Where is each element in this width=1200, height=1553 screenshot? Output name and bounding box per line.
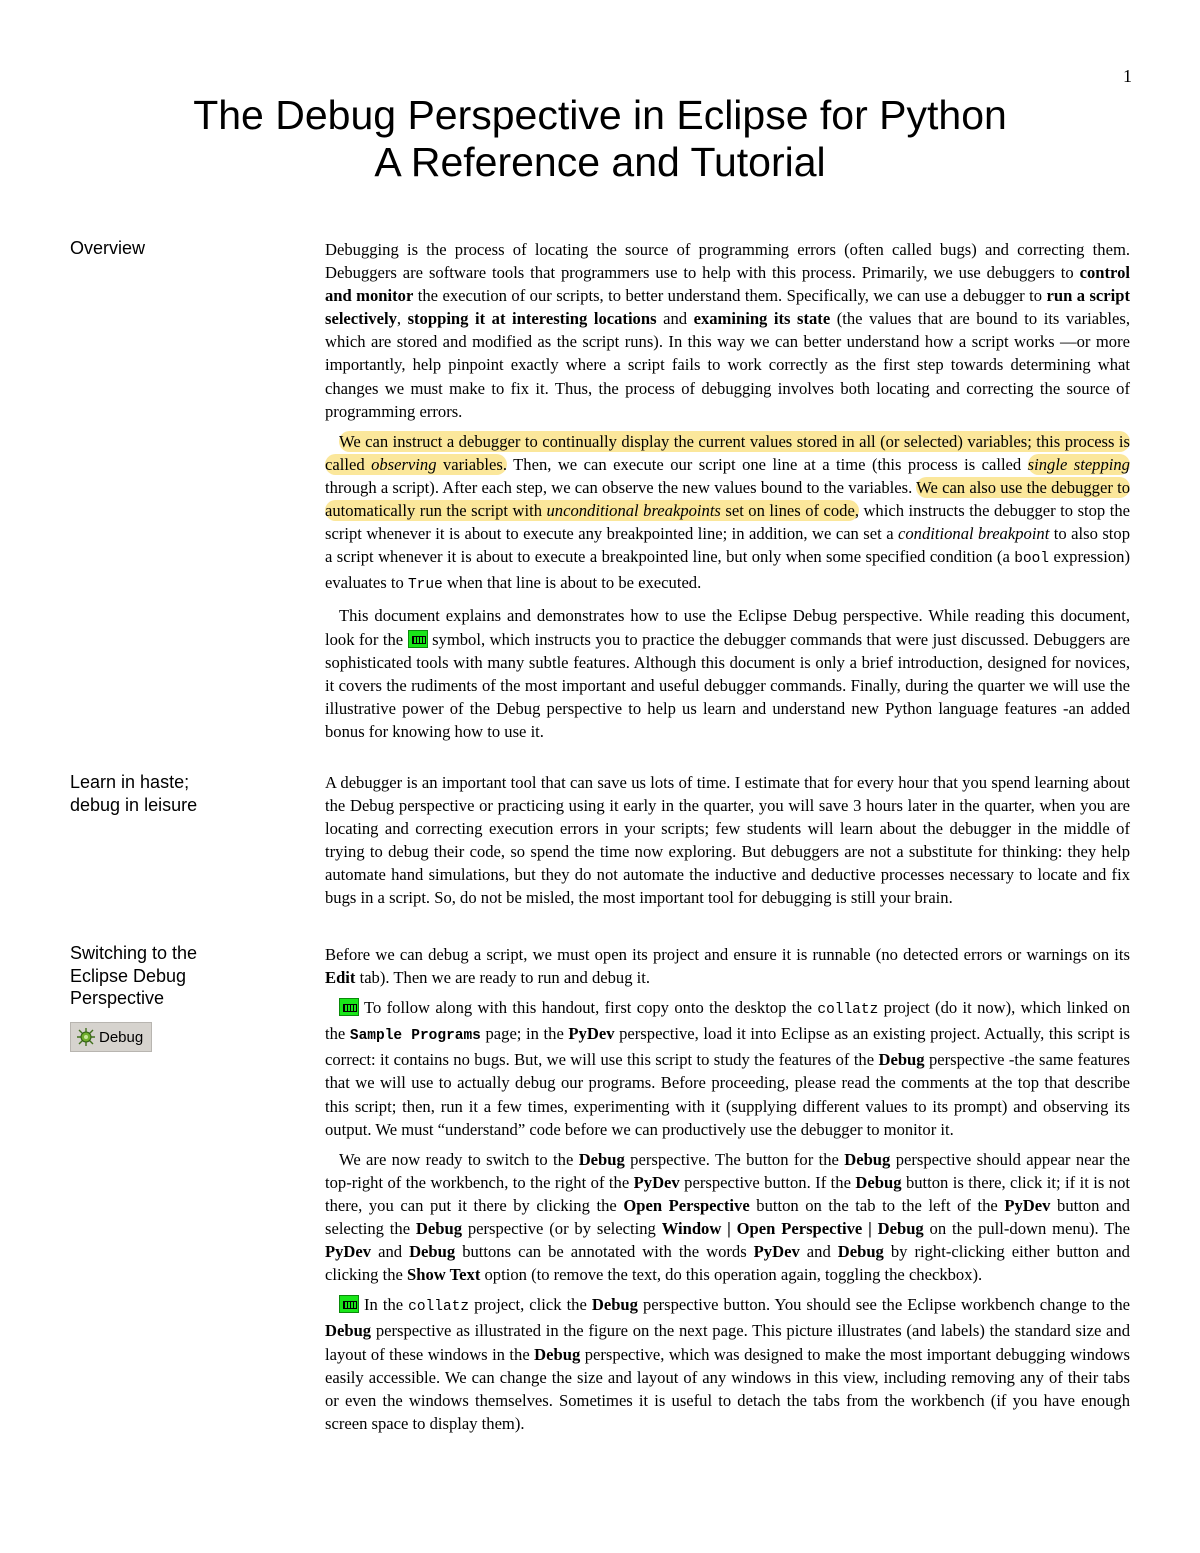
keyboard-icon: [339, 1295, 359, 1313]
overview-paragraph-3: This document explains and demonstrates how to use the Eclipse Debug perspective. While reading this document, look for the symbol, which instructs you to practice the debugger commands that were just discussed. Debuggers are sophisticated tools with many subtle features. Although this document is only a brief introduction, designed for novices, it covers the rudiments of the most important and useful debugger commands. Finally, during the quarter we will use the illustrative power of the Debug perspective to help us learn and understand new Python language features -an added bonus for knowing how to use it.: [325, 606, 1130, 741]
switching-paragraph-2: To follow along with this handout, first copy onto the desktop the collatz project (do it now), which linked on the Sample Programs page; in the PyDev perspective, load it into Eclipse as an existing project. Actually, this script is correct: it contains no bugs. But, we will use this script to study the features of the Debug perspective -the same features that we will use to actually debug our programs. Before proceeding, please read the comments at the top that describe this script; then, run it a few times, experimenting with it (supplying different values to its prompt) and observing its output. We must “understand” code before we can productively use the debugger to monitor it.: [325, 998, 1130, 1139]
title-line-2: A Reference and Tutorial: [374, 139, 826, 185]
keyboard-icon: [408, 630, 428, 648]
overview-section: [325, 238, 1130, 750]
sidebar-heading-learn: Learn in haste; debug in leisure: [70, 772, 198, 815]
page-number: 1: [1123, 66, 1132, 86]
overview-paragraph-1: Debugging is the process of locating the source of programming errors (often called bugs) and correcting them. Debuggers are software tools that programmers use to help with this process. Primarily, we use debuggers to control and monitor the execution of our scripts, to better understand them. Specifically, we can use a debugger to run a script selectively, stopping it at interesting locations and examining its state (the values that are bound to its variables, which are stored and modified as the script runs). In this way we can better understand how a script works —or more importantly, help pinpoint exactly where a script fails to work correctly as the first step towards determining what changes we must make to fix it. Thus, the process of debugging involves both locating and correcting the source of programming errors.: [325, 240, 1131, 421]
bug-icon: [76, 1027, 96, 1047]
debug-perspective-button-image: [70, 1022, 152, 1052]
keyboard-icon: [339, 998, 359, 1016]
switching-paragraph-4: In the collatz project, click the Debug perspective button. You should see the Eclipse workbench change to the Debug perspective as illustrated in the figure on the next page. This picture illustrates (and labels) the standard size and layout of these windows in the Debug perspective, which was designed to make the most important debugging windows easily accessible. We can change the size and layout of any windows in this view, including removing any of their tabs or even the windows themselves. Sometimes it is useful to detach the tabs from the workbench (if you have enough screen space to display them).: [325, 1295, 1130, 1433]
title-line-1: The Debug Perspective in Eclipse for Python: [193, 92, 1007, 138]
highlight-breakpoints: We can also use the debugger to automatically run the script with unconditional breakpoints set on lines of code,: [325, 477, 1130, 521]
document-title: [0, 92, 1200, 186]
switching-section: [325, 943, 1130, 1442]
sidebar-heading-switching: Switching to the Eclipse Debug Perspective: [70, 943, 198, 1008]
learn-section: [325, 771, 1130, 917]
debug-button-label: Debug: [99, 1028, 144, 1046]
switching-paragraph-3: We are now ready to switch to the Debug perspective. The button for the Debug perspective should appear near the top-right of the workbench, to the right of the PyDev perspective button. If the Debug button is there, click it; if it is not there, you can put it there by clicking the Open Perspective button on the tab to the left of the PyDev button and selecting the Debug perspective (or by selecting Window | Open Perspective | Debug on the pull-down menu). The PyDev and Debug buttons can be annotated with the words PyDev and Debug by right-clicking either button and clicking the Show Text option (to remove the text, do this operation again, toggling the checkbox).: [325, 1149, 1131, 1285]
overview-paragraph-2: We can instruct a debugger to continually display the current values stored in all (or selected) variables; this process is called observing variables. Then, we can execute our script one line at a time (this process is called single stepping through a script). After each step, we can observe the new values bound to the variables. We can also use the debugger to automatically run the script with unconditional breakpoints set on lines of code, which instructs the debugger to stop the script whenever it is about to execute any breakpointed line; in addition, we can set a conditional breakpoint to also stop a script whenever it is about to execute a breakpointed line, but only when some specified condition (a bool expression) evaluates to True when that line is about to be executed.: [325, 431, 1130, 594]
switching-paragraph-1: Before we can debug a script, we must open its project and ensure it is runnable (no detected errors or warnings on its Edit tab). Then we are ready to run and debug it.: [325, 945, 1130, 988]
highlight-observing: We can instruct a debugger to continually display the current values stored in all (or selected) variables; this process is called observing variables.: [325, 431, 1130, 474]
learn-paragraph-1: A debugger is an important tool that can save us lots of time. I estimate that for every hour that you spend learning about the Debug perspective or practicing using it early in the quarter, you will save 3 hours later in the quarter, when you are locating and correcting execution errors in your scripts; few students will learn about the debugger in the middle of trying to debug their code, so spend the time now exploring. But debuggers are not a substitute for thinking: they help automate hand simulations, but they do not automate the inductive and deductive processes necessary to locate and fix bugs in a script. So, do not be misled, the most important tool for debugging is still your brain.: [325, 773, 1130, 908]
sidebar-heading-overview: Overview: [70, 238, 146, 258]
